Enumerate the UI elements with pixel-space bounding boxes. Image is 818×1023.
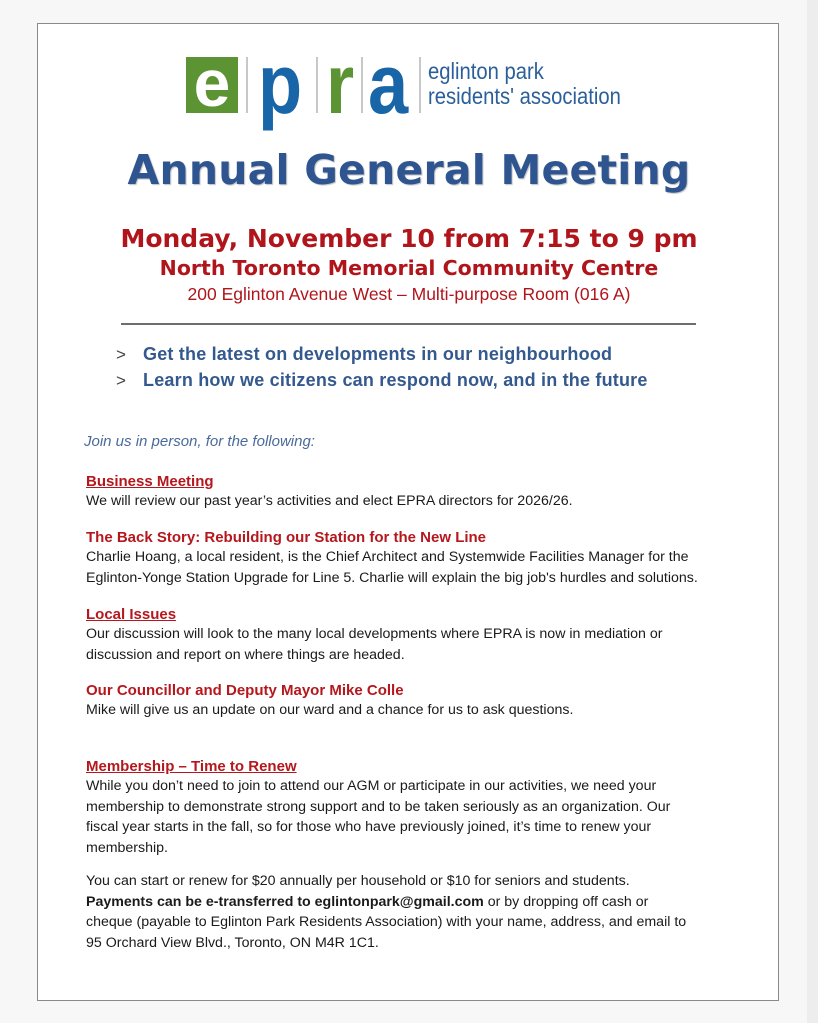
logo-text-line1: eglinton park bbox=[428, 58, 544, 84]
logo-separator bbox=[419, 57, 421, 113]
divider bbox=[121, 323, 696, 325]
logo-text-line2: residents' association bbox=[428, 83, 621, 109]
section-heading: Business Meeting bbox=[86, 473, 214, 490]
section-body-line: fiscal year starts in the fall, so for those who have previously joined, it’s time to renew your bbox=[86, 819, 652, 835]
highlight-item bbox=[116, 370, 648, 396]
payment-line bbox=[86, 892, 746, 913]
section-heading: Local Issues bbox=[86, 606, 177, 623]
highlight-item bbox=[116, 344, 648, 370]
chevron-right-icon: > bbox=[116, 371, 126, 390]
highlight-text: Learn how we citizens can respond now, and in the future bbox=[143, 370, 648, 390]
section-body-line: While you don’t need to join to attend our AGM or participate in our activities, we need your bbox=[86, 778, 657, 794]
logo-separator bbox=[361, 57, 363, 113]
logo-letter-a: a bbox=[368, 37, 409, 131]
section-body-line: Charlie Hoang, a local resident, is the Chief Architect and Systemwide Facilities Manager for the bbox=[86, 549, 689, 565]
highlights-list bbox=[116, 344, 648, 396]
section-body-line: Our discussion will look to the many local developments where EPRA is now in mediation or bbox=[86, 626, 663, 642]
payment-address: 95 Orchard View Blvd., Toronto, ON M4R 1C1. bbox=[86, 934, 379, 951]
page-title: Annual General Meeting bbox=[127, 146, 691, 194]
event-date-time: Monday, November 10 from 7:15 to 9 pm bbox=[120, 224, 698, 253]
chevron-right-icon: > bbox=[116, 345, 126, 364]
event-venue: North Toronto Memorial Community Centre bbox=[159, 256, 659, 280]
section-heading: Our Councillor and Deputy Mayor Mike Colle bbox=[86, 682, 404, 699]
section-body: We will review our past year’s activities and elect EPRA directors for 2026/26. bbox=[86, 493, 573, 509]
section-body-line: discussion and report on where things are headed. bbox=[86, 646, 405, 663]
logo-wordmark bbox=[428, 59, 621, 109]
section-body-line: Eglinton-Yonge Station Upgrade for Line 5. Charlie will explain the big job's hurdles and solutions. bbox=[86, 569, 698, 586]
section-body-line: membership to demonstrate strong support and to be taken seriously as an organization. Our bbox=[86, 798, 671, 815]
section-business-meeting bbox=[86, 472, 746, 512]
section-local-issues bbox=[86, 605, 746, 665]
section-body: Mike will give us an update on our ward and a chance for us to ask questions. bbox=[86, 702, 574, 718]
section-back-story bbox=[86, 528, 746, 588]
section-councillor bbox=[86, 681, 746, 721]
payment-line: You can start or renew for $20 annually per household or $10 for seniors and students. bbox=[86, 873, 630, 889]
highlight-text: Get the latest on developments in our neighbourhood bbox=[143, 344, 613, 364]
payment-line: cheque (payable to Eglinton Park Residents Association) with your name, address, and email to bbox=[86, 914, 687, 930]
section-heading: The Back Story: Rebuilding our Station for the New Line bbox=[86, 529, 487, 546]
logo-letter-e: e bbox=[186, 57, 238, 113]
logo-letter-r: r bbox=[326, 37, 355, 131]
payment-info bbox=[86, 871, 746, 953]
section-body-line: membership. bbox=[86, 839, 169, 856]
event-address: 200 Eglinton Avenue West – Multi-purpose Room (016 A) bbox=[187, 284, 631, 304]
section-membership bbox=[86, 757, 746, 858]
logo-letter-p: p bbox=[258, 37, 303, 131]
epra-logo bbox=[186, 37, 646, 138]
payment-line-rest: or by dropping off cash or bbox=[483, 893, 649, 910]
logo-separator bbox=[246, 57, 248, 113]
payment-etransfer-email[interactable]: Payments can be e-transferred to eglintonpark@gmail.com bbox=[86, 893, 484, 910]
section-heading: Membership – Time to Renew bbox=[86, 758, 297, 775]
logo-separator bbox=[316, 57, 318, 113]
invite-text: Join us in person, for the following: bbox=[84, 433, 315, 450]
